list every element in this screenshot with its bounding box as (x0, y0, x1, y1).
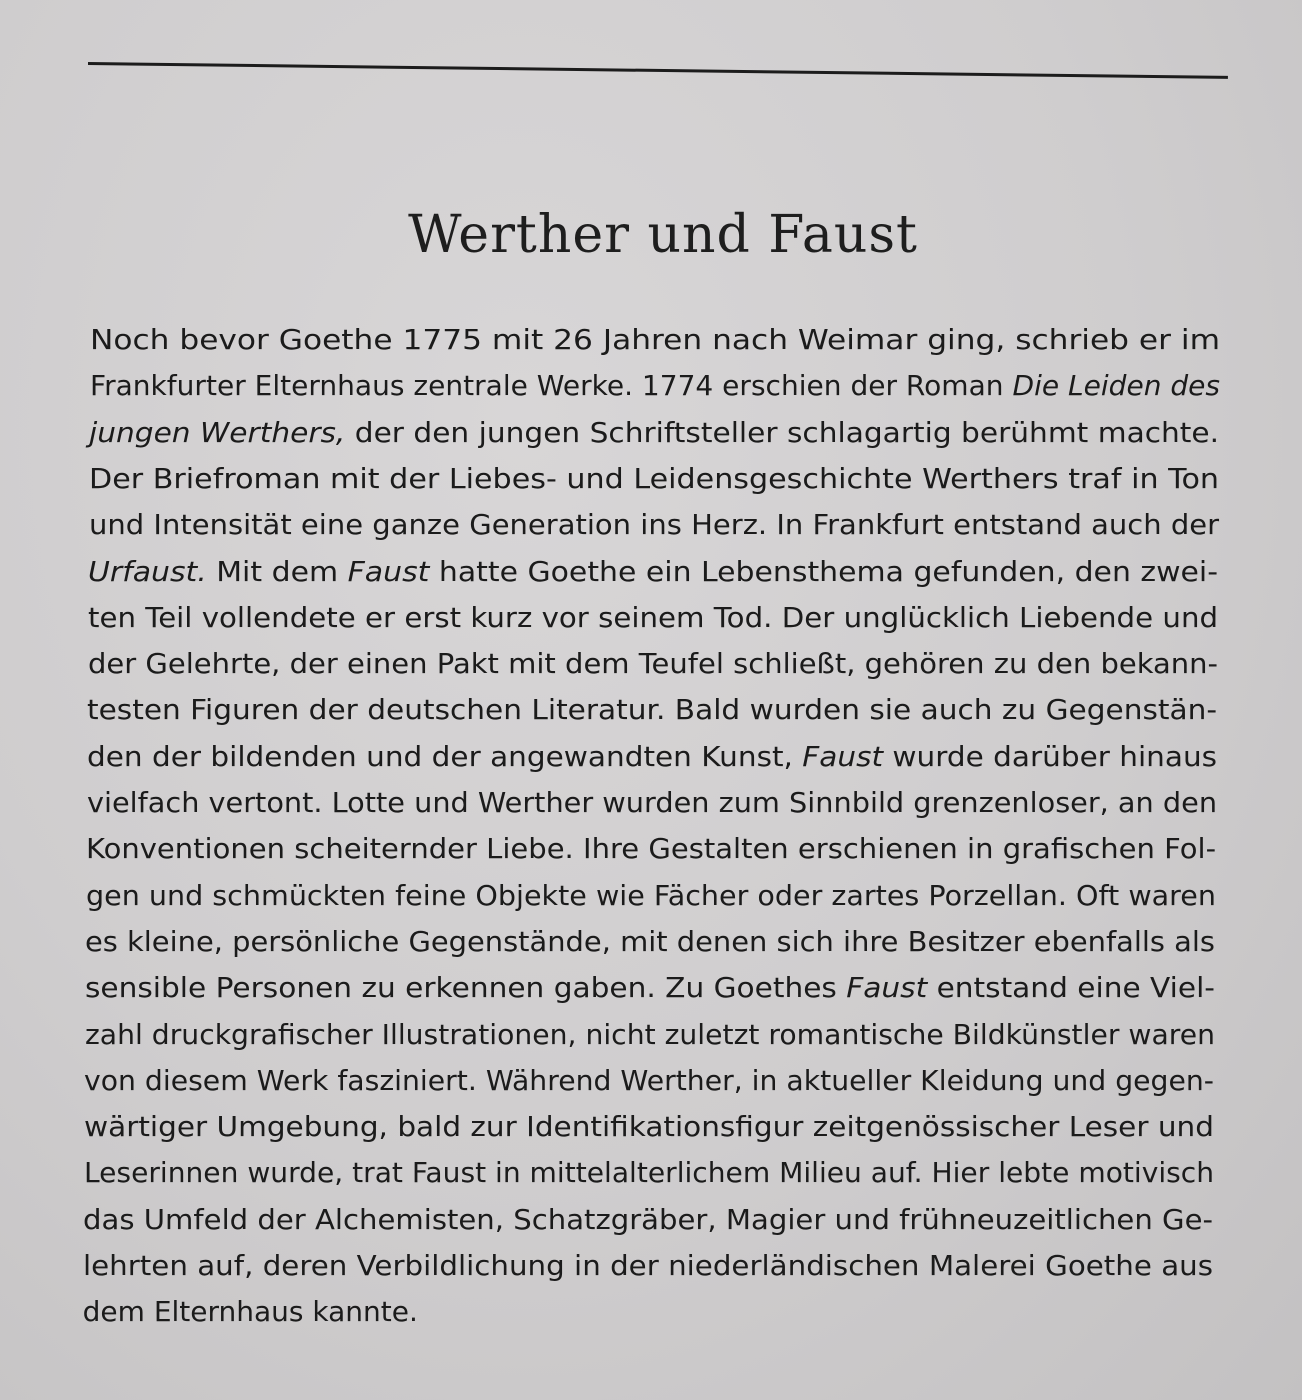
body-line (89, 415, 1219, 451)
body-line (88, 646, 1218, 682)
body-line (83, 1294, 418, 1330)
body-text-segment: wurde darüber hinaus (882, 739, 1217, 773)
italic-title-text: Faust (347, 554, 430, 588)
body-text-segment: Der Briefroman mit der Liebes- und Leidensgeschichte Werthers traf in Ton (88, 461, 1219, 495)
body-line (84, 1155, 1214, 1191)
body-line (88, 554, 1218, 590)
body-line (88, 600, 1218, 636)
body-text-segment: hatte Goethe ein Lebensthema gefunden, den zwei- (429, 554, 1219, 588)
body-text-segment: und Intensität eine ganze Generation ins Herz. In Frankfurt entstand auch der (88, 508, 1219, 542)
body-text-segment: Konventionen scheiternder Liebe. Ihre Gestalten erschienen in grafischen Fol- (86, 832, 1217, 866)
body-line (84, 1063, 1214, 1099)
body-line (86, 878, 1216, 914)
body-text-segment: ten Teil vollendete er erst kurz vor seinem Tod. Der unglücklich Liebende und (87, 600, 1218, 634)
body-text-segment: von diesem Werk fasziniert. Während Werther, in aktueller Kleidung und gegen- (84, 1063, 1215, 1097)
body-line (87, 692, 1217, 728)
body-line (89, 461, 1219, 497)
top-divider (88, 62, 1228, 79)
body-text-segment: zahl druckgrafischer Illustrationen, nicht zuletzt romantische Bildkünstler waren (84, 1017, 1215, 1051)
body-line (86, 831, 1216, 867)
body-text-segment: dem Elternhaus kannte. (82, 1295, 418, 1329)
body-text-segment: Frankfurter Elternhaus zentrale Werke. 1774 erschien der Roman (89, 369, 1013, 403)
body-line (84, 1109, 1214, 1145)
body-text-segment: Mit dem (207, 554, 348, 588)
body-text-segment: gen und schmückten feine Objekte wie Fächer oder zartes Porzellan. Oft waren (85, 878, 1216, 912)
italic-title-text: Die Leiden des (1012, 369, 1220, 403)
body-text-segment: sensible Personen zu erkennen gaben. Zu Goethes (85, 971, 847, 1005)
italic-title-text: Faust (802, 739, 883, 773)
body-line (85, 970, 1215, 1006)
body-text-segment: der den jungen Schriftsteller schlagartig berühmt machte. (345, 415, 1220, 449)
body-text-segment: es kleine, persönliche Gegenstände, mit denen sich ihre Besitzer ebenfalls als (85, 924, 1216, 958)
body-text-segment: lehrten auf, deren Verbildlichung in der niederländischen Malerei Goethe aus (83, 1249, 1214, 1282)
body-line (85, 1017, 1215, 1053)
body-text-segment: den der bildenden und der angewandten Kunst, (86, 739, 803, 773)
body-text-segment: entstand eine Viel- (927, 971, 1216, 1005)
body-line (83, 1248, 1213, 1284)
body-line (87, 739, 1217, 775)
body-line (90, 368, 1220, 404)
body-text-segment: wärtiger Umgebung, bald zur Identifikationsfigur zeitgenössischer Leser und (84, 1110, 1215, 1144)
italic-title-text: Faust (846, 971, 928, 1005)
body-line (89, 507, 1219, 543)
body-text-segment: Leserinnen wurde, trat Faust in mittelalterlichem Milieu auf. Hier lebte motivisch (83, 1156, 1214, 1190)
body-line (90, 322, 1220, 358)
italic-title-text: jungen Werthers, (89, 415, 346, 449)
body-line (87, 785, 1217, 821)
body-line (83, 1202, 1213, 1238)
body-line (85, 924, 1215, 960)
panel-title: Werther und Faust (408, 205, 918, 265)
body-text-segment: das Umfeld der Alchemisten, Schatzgräber, Magier und frühneuzeitlichen Ge- (83, 1202, 1214, 1236)
body-text-segment: vielfach vertont. Lotte und Werther wurden zum Sinnbild grenzenloser, an den (86, 786, 1217, 819)
body-text-segment: testen Figuren der deutschen Literatur. Bald wurden sie auch zu Gegenstän- (87, 693, 1218, 727)
body-text-segment: der Gelehrte, der einen Pakt mit dem Teufel schließt, gehören zu den bekann- (87, 647, 1218, 681)
italic-title-text: Urfaust. (88, 554, 208, 588)
body-text-segment: Noch bevor Goethe 1775 mit 26 Jahren nach Weimar ging, schrieb er im (90, 323, 1221, 356)
